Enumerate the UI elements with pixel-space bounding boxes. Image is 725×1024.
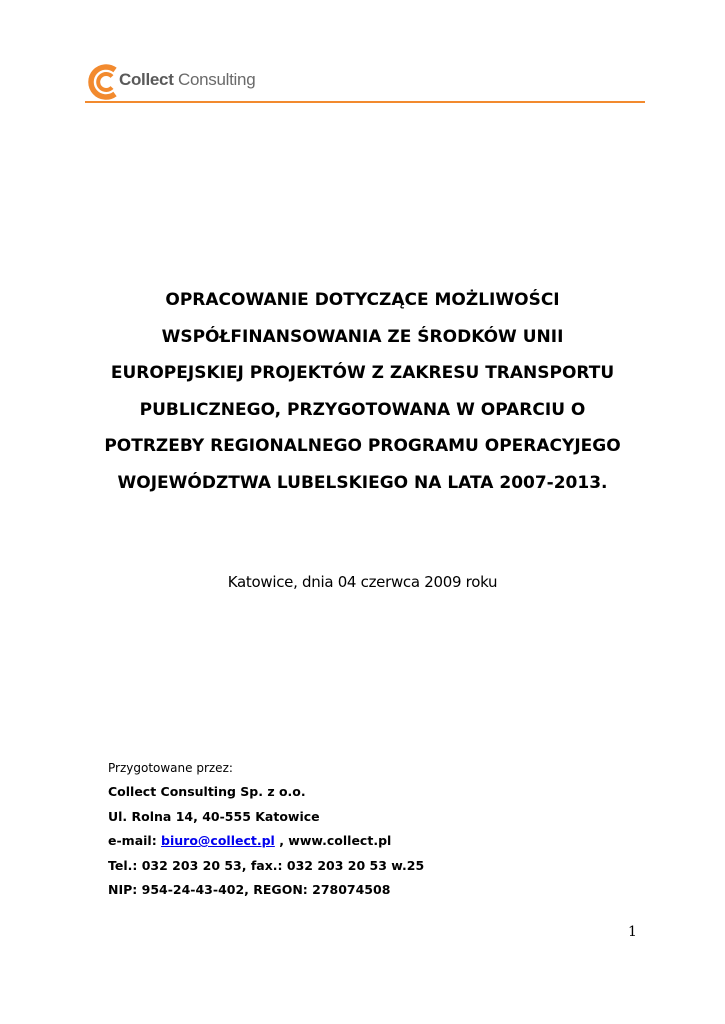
header-divider bbox=[85, 101, 645, 103]
title-line: WOJEWÓDZTWA LUBELSKIEGO NA LATA 2007-2013. bbox=[117, 472, 608, 493]
title-line: POTRZEBY REGIONALNEGO PROGRAMU OPERACYJEGO bbox=[104, 436, 621, 456]
website-separator: , bbox=[274, 833, 289, 849]
document-title bbox=[60, 282, 665, 501]
email-link[interactable]: biuro@collect.pl bbox=[161, 833, 275, 849]
contact-block bbox=[108, 756, 608, 902]
phone-row: Tel.: 032 203 20 53, fax.: 032 203 20 53 w.25 bbox=[108, 857, 425, 873]
email-label: e-mail: bbox=[108, 833, 162, 849]
header bbox=[85, 62, 645, 104]
logo-word-consulting: Consulting bbox=[178, 70, 256, 89]
date-line: Katowice, dnia 04 czerwca 2009 roku bbox=[227, 573, 498, 591]
prepared-by-label: Przygotowane przez: bbox=[108, 761, 233, 775]
company-address: Ul. Rolna 14, 40-555 Katowice bbox=[108, 808, 320, 824]
logo-word-collect: Collect bbox=[119, 70, 174, 89]
email-row bbox=[108, 829, 608, 853]
title-line: PUBLICZNEGO, PRZYGOTOWANA W OPARCIU O bbox=[139, 399, 586, 420]
logo-wordmark bbox=[119, 70, 255, 90]
company-name: Collect Consulting Sp. z o.o. bbox=[108, 784, 306, 800]
title-line: EUROPEJSKIEJ PROJEKTÓW Z ZAKRESU TRANSPORTU bbox=[110, 363, 615, 383]
website-text: www.collect.pl bbox=[288, 833, 392, 849]
title-line: WSPÓŁFINANSOWANIA ZE ŚRODKÓW UNII bbox=[161, 326, 564, 347]
page-number: 1 bbox=[628, 924, 637, 940]
title-line: OPRACOWANIE DOTYCZĄCE MOŻLIWOŚCI bbox=[165, 290, 560, 310]
company-ids: NIP: 954-24-43-402, REGON: 278074508 bbox=[108, 881, 391, 897]
